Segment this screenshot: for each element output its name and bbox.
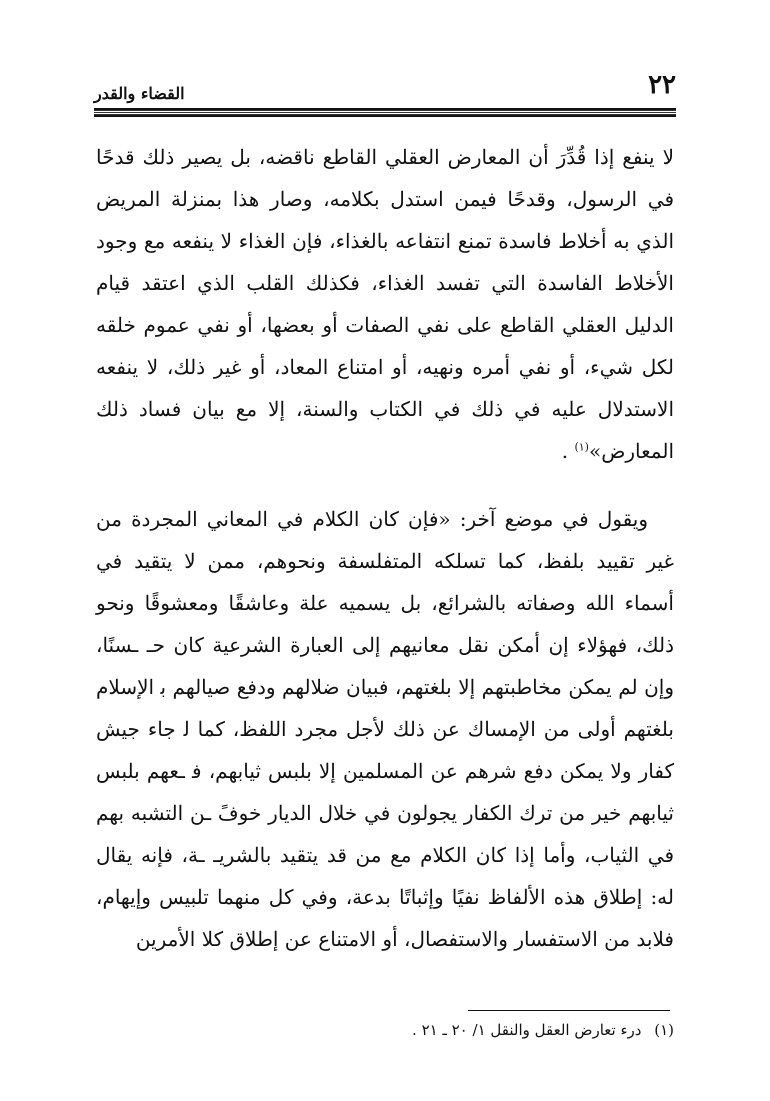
footnote-number: (١) (654, 1021, 674, 1039)
footnote (94, 1018, 674, 1042)
running-title: القضاء والقدر (94, 84, 185, 103)
footnote-reference[interactable]: (١) (574, 440, 589, 454)
paragraph-2 (96, 498, 674, 960)
paragraph-1-text: لا ينفع إذا قُدِّرَ أن المعارض العقلي القاطع ناقضه، بل يصير ذلك قدحًا في الرسول، وقدحًا فيمن استدل بكلامه، وصار هذا بمنزلة المريض الذي به أخلاط فاسدة تمنع انتفاعه بالغذاء، فإن الغذاء لا ينفعه مع وجود الأخلاط الفاسدة التي تفسد الغذاء، فكذلك القلب الذي اعتقد قيام الدليل العقلي القاطع على نفي الصفات أو بعضها، أو نفي عموم خلقه لكل شيء، أو نفي أمره ونهيه، أو امتناع المعاد، أو غير ذلك، لا ينفعه الاستدلال عليه في ذلك في الكتاب والسنة، إلا مع بيان فساد ذلك المعارض» (96, 145, 674, 463)
paragraph-2-text: ويقول في موضع آخر: «فإن كان الكلام في المعاني المجردة من غير تقييد بلفظ، كما تسلكه المتفلسفة ونحوهم، ممن لا يتقيد في أسماء الله وصفاته بالشرائع، بل يسميه علة وعاشقًا ومعشوقًا ونحو ذلك، فهؤلاء إن أمكن نقل معانيهم إلى العبارة الشرعية كان حـ ـسنًا، وإن لم يمكن مخاطبتهم إلا بلغتهم، فبيان ضلالهم ودفع صيالهم ﺑ الإسلام بلغتهم أولى من الإمساك عن ذلك لأجل مجرد اللفظ، كما ﻟ جاء جيش كفار ولا يمكن دفع شرهم عن المسلمين إلا بلبس ثيابهم، ﻓ ـعهم بلبس ثيابهم خير من ترك الكفار يجولون في خلال الديار خوفً ـن التشبه بهم في الثياب، وأما إذا كان الكلام مع من قد يتقيد بالشريـ ـة، فإنه يقال له: إطلاق هذه الألفاظ نفيًا وإثباتًا بدعة، وفي كل منهما تلبيس وإيهام، فلابد من الاستفسار والاستفصال، أو الامتناع عن إطلاق كلا الأمرين (96, 507, 675, 951)
header-rule (94, 108, 676, 117)
page-number: ٢٢ (648, 70, 676, 100)
body-text (96, 136, 674, 960)
footnote-text: درء تعارض العقل والنقل ١/ ٢٠ ـ ٢١ . (412, 1021, 642, 1039)
paragraph-1-tail: . (561, 439, 575, 463)
page-header (94, 70, 676, 106)
footnote-separator (468, 1010, 670, 1011)
paragraph-1 (96, 136, 674, 472)
